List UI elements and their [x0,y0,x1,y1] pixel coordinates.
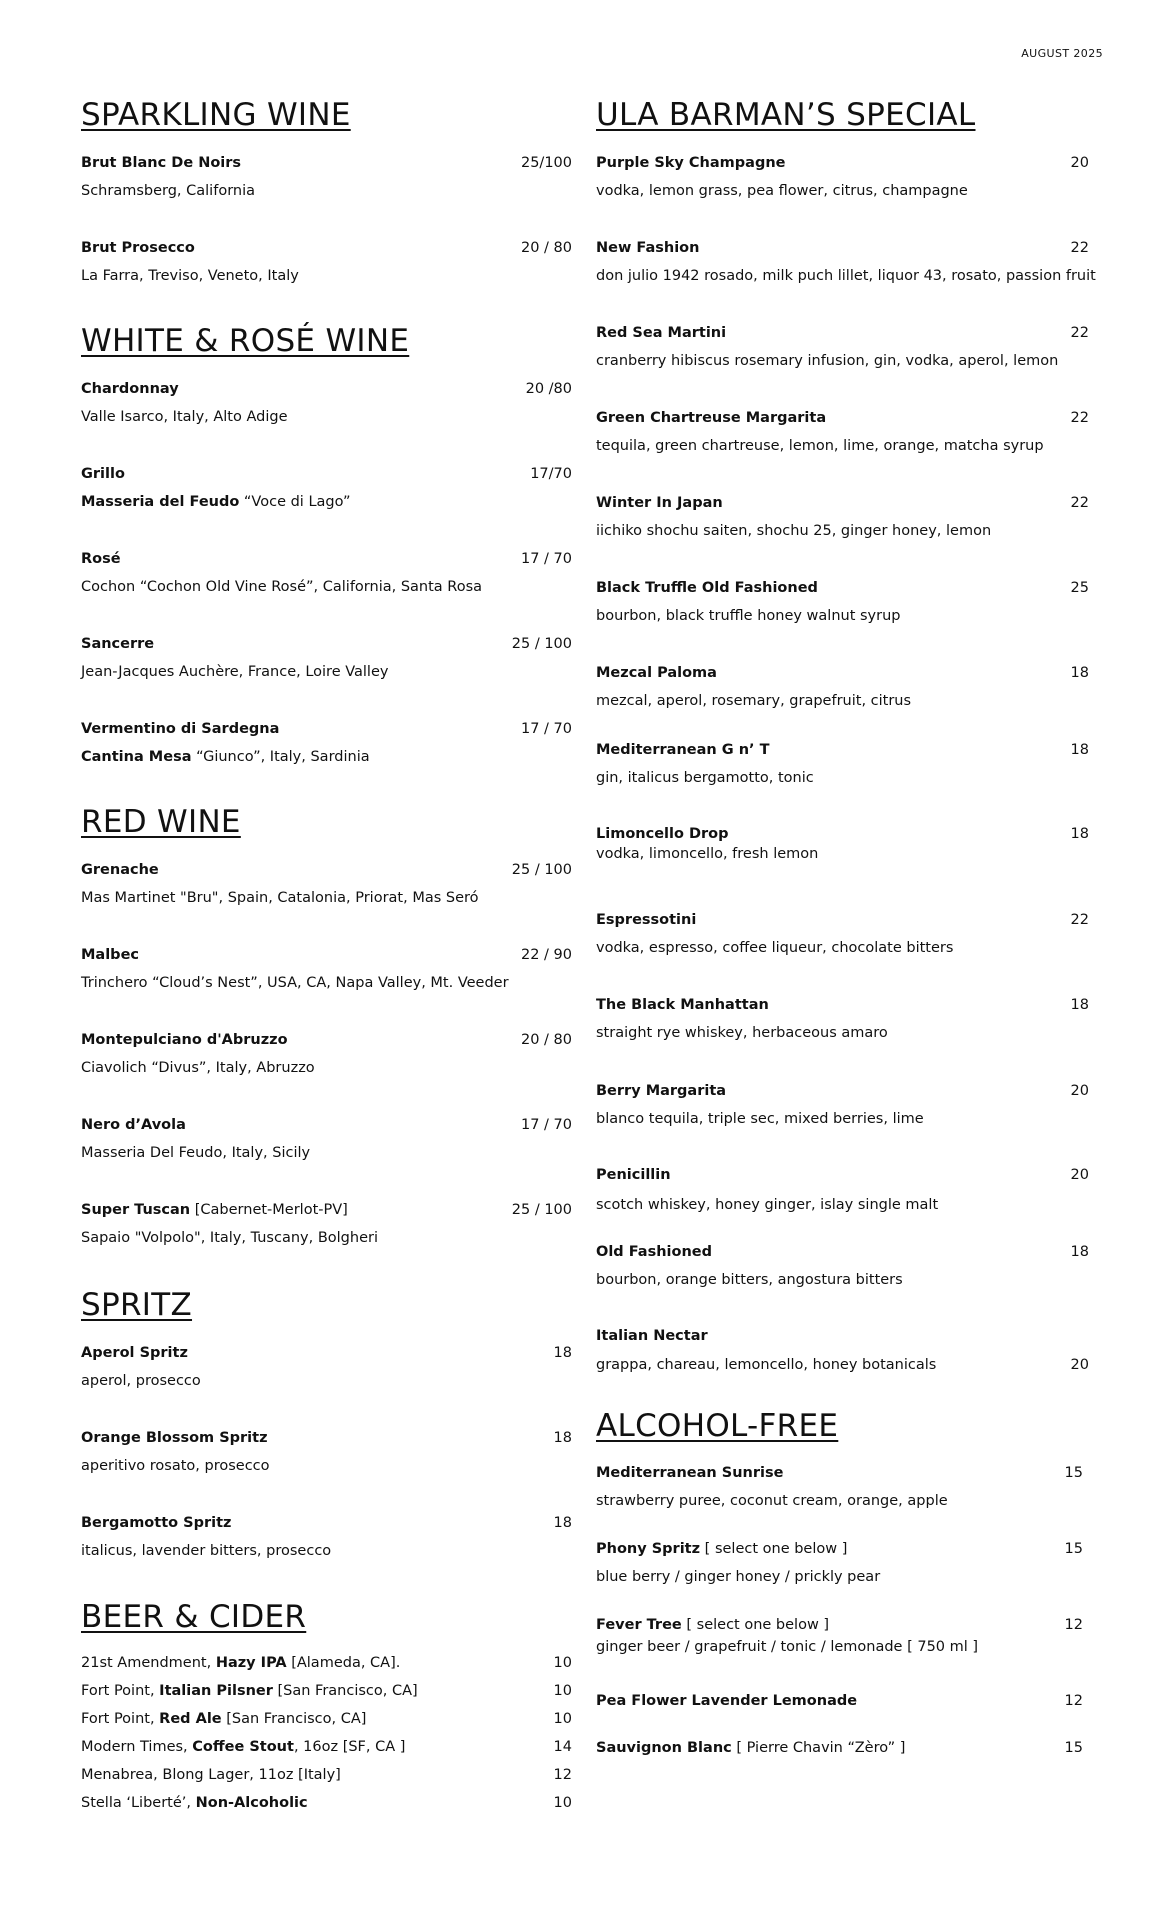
item-desc: vodka, espresso, coffee liqueur, chocolate bitters [596,940,954,956]
item-desc: vodka, lemon grass, pea flower, citrus, champagne [596,183,968,199]
menu-item [596,578,1089,624]
menu-item [81,464,572,510]
menu-item [81,153,572,199]
item-price: 18 [1070,997,1089,1013]
beer-price: 10 [553,1655,572,1671]
item-name-suffix: [ Pierre Chavin “Zèro” ] [731,1740,906,1756]
menu-item [81,1200,572,1246]
item-name: Espressotini [596,912,697,928]
item-desc-bold: Masseria del Feudo [81,494,240,510]
item-price: 15 [1064,1740,1083,1756]
item-name: Green Chartreuse Margarita [596,410,827,426]
item-desc: Mas Martinet "Bru", Spain, Catalonia, Priorat, Mas Seró [81,890,479,906]
item-price: 18 [1070,826,1089,842]
item-name: Winter In Japan [596,495,723,511]
item-desc [81,492,572,512]
item-desc-rest: “Giunco”, Italy, Sardinia [191,749,370,765]
item-desc: Cochon “Cochon Old Vine Rosé”, California, Santa Rosa [81,579,483,595]
menu-item [81,860,572,906]
item-desc: ginger beer / grapefruit / tonic / lemonade [ 750 ml ] [596,1639,979,1655]
beer-brewery: Modern Times, [81,1739,193,1755]
item-desc: aperitivo rosato, prosecco [81,1458,270,1474]
item-price: 20 [1070,1083,1089,1099]
item-name: Montepulciano d'Abruzzo [81,1032,288,1048]
item-desc: gin, italicus bergamotto, tonic [596,770,814,786]
item-desc: aperol, prosecco [81,1373,201,1389]
item-price: 17 / 70 [520,1117,572,1133]
menu-item [596,1242,1089,1288]
section-title: BEER & CIDER [81,1599,307,1635]
menu-item [596,1691,1089,1711]
item-price: 25 / 100 [511,1202,572,1218]
beer-price: 10 [553,1795,572,1811]
menu-item [81,945,572,991]
item-name: Mediterranean Sunrise [596,1465,784,1481]
item-price: 15 [1064,1465,1083,1481]
menu-item [596,1165,1089,1213]
item-name: Grillo [81,466,125,482]
item-name: Grenache [81,862,159,878]
item-name-suffix: [Cabernet-Merlot-PV] [190,1202,348,1218]
item-price: 22 [1070,240,1089,256]
section-title: SPRITZ [81,1287,193,1323]
item-price: 22 [1070,912,1089,928]
item-price: 22 [1070,410,1089,426]
item-price: 25 / 100 [511,862,572,878]
menu-item [81,634,572,680]
item-name: Purple Sky Champagne [596,155,786,171]
beer-row [81,1653,572,1673]
menu-item [596,493,1089,539]
item-desc: bourbon, black truffle honey walnut syrup [596,608,901,624]
item-price: 18 [1070,665,1089,681]
item-name: Nero d’Avola [81,1117,186,1133]
item-price: 18 [1070,742,1089,758]
item-price: 20 / 80 [520,1032,572,1048]
item-desc: Ciavolich “Divus”, Italy, Abruzzo [81,1060,315,1076]
beer-brewery: 21st Amendment, [81,1655,216,1671]
menu-item [596,1615,1089,1655]
item-price: 18 [553,1345,572,1361]
item-name: Berry Margarita [596,1083,727,1099]
section-title: ULA BARMAN’S SPECIAL [596,97,976,133]
item-name: Pea Flower Lavender Lemonade [596,1693,858,1709]
menu-date: AUGUST 2025 [1021,47,1103,60]
item-name: Mezcal Paloma [596,665,717,681]
item-price: 20 /80 [525,381,572,397]
beer-style: Red Ale [159,1711,222,1727]
item-price: 25 / 100 [511,636,572,652]
item-name-suffix: [ select one below ] [700,1541,848,1557]
item-price: 12 [1064,1617,1083,1633]
menu-item [81,238,572,284]
menu-item [596,408,1089,454]
item-price: 18 [553,1430,572,1446]
item-name: Brut Prosecco [81,240,195,256]
item-name: Black Truffle Old Fashioned [596,580,818,596]
beer-row [81,1709,572,1729]
item-price: 20 [1070,1167,1089,1183]
item-desc: iichiko shochu saiten, shochu 25, ginger honey, lemon [596,523,992,539]
item-name: Penicillin [596,1167,671,1183]
item-price: 18 [1070,1244,1089,1260]
item-desc: Valle Isarco, Italy, Alto Adige [81,409,288,425]
beer-brewery: Fort Point, [81,1711,160,1727]
beer-row [81,1793,572,1813]
section-title: WHITE & ROSÉ WINE [81,323,410,359]
item-desc: Masseria Del Feudo, Italy, Sicily [81,1145,311,1161]
beer-origin: [San Francisco, CA] [272,1683,418,1699]
item-desc: blue berry / ginger honey / prickly pear [596,1569,881,1585]
item-desc: vodka, limoncello, fresh lemon [596,846,819,862]
item-price: 18 [553,1515,572,1531]
item-price: 12 [1064,1693,1083,1709]
item-price: 17 / 70 [520,551,572,567]
menu-item [596,663,1089,709]
item-price: 25 [1070,580,1089,596]
beer-origin: , 16oz [SF, CA ] [293,1739,406,1755]
beer-style: Italian Pilsner [159,1683,273,1699]
item-price: 22 / 90 [520,947,572,963]
item-desc: La Farra, Treviso, Veneto, Italy [81,268,299,284]
item-desc: Jean-Jacques Auchère, France, Loire Valley [81,664,389,680]
menu-item [81,379,572,425]
item-desc: Trinchero “Cloud’s Nest”, USA, CA, Napa Valley, Mt. Veeder [81,975,509,991]
beer-origin: [Alameda, CA]. [286,1655,401,1671]
menu-item [596,1463,1089,1509]
item-name: Old Fashioned [596,1244,712,1260]
item-desc: scotch whiskey, honey ginger, islay single malt [596,1197,939,1213]
item-desc: mezcal, aperol, rosemary, grapefruit, citrus [596,693,912,709]
beer-price: 10 [553,1711,572,1727]
item-name: The Black Manhattan [596,997,769,1013]
beer-row [81,1765,572,1785]
item-desc [81,747,572,767]
item-desc: cranberry hibiscus rosemary infusion, gin, vodka, aperol, lemon [596,353,1059,369]
menu-item [596,238,1096,284]
menu-item [81,1428,572,1474]
item-desc: strawberry puree, coconut cream, orange, apple [596,1493,948,1509]
beer-price: 12 [553,1767,572,1783]
item-price: 17 / 70 [520,721,572,737]
item-name: Malbec [81,947,139,963]
menu-item [596,1326,1089,1373]
beer-origin: [San Francisco, CA] [221,1711,367,1727]
item-name: New Fashion [596,240,700,256]
menu-item [596,323,1089,369]
menu-item [596,1539,1089,1585]
item-desc: blanco tequila, triple sec, mixed berries, lime [596,1111,924,1127]
menu-item [81,1030,572,1076]
item-name: Limoncello Drop [596,826,729,842]
section-title: ALCOHOL-FREE [596,1408,839,1444]
section-title: SPARKLING WINE [81,97,351,133]
item-name: Italian Nectar [596,1328,708,1344]
item-name: Orange Blossom Spritz [81,1430,268,1446]
item-desc-rest: “Voce di Lago” [239,494,351,510]
item-name: Sauvignon Blanc [596,1740,732,1756]
item-name: Mediterranean G n’ T [596,742,770,758]
menu-item [81,1513,572,1559]
item-desc: straight rye whiskey, herbaceous amaro [596,1025,888,1041]
item-name: Super Tuscan [81,1202,191,1218]
menu-item [596,740,1089,786]
beer-row [81,1737,572,1757]
beer-brewery: Fort Point, [81,1683,160,1699]
item-price: 22 [1070,495,1089,511]
item-name: Red Sea Martini [596,325,727,341]
item-name: Aperol Spritz [81,1345,188,1361]
item-desc-bold: Cantina Mesa [81,749,192,765]
beer-style: Non-Alcoholic [195,1795,308,1811]
item-name-suffix: [ select one below ] [681,1617,830,1633]
menu-item [596,1081,1089,1127]
menu-item [596,824,1089,862]
section-title: RED WINE [81,804,241,840]
beer-price: 14 [553,1739,572,1755]
menu-item [81,1115,572,1161]
item-name: Rosé [81,551,121,567]
item-price: 17/70 [530,466,572,482]
beer-brewery: Stella ‘Liberté’, [81,1795,196,1811]
item-desc: grappa, chareau, lemoncello, honey botanicals [596,1357,937,1373]
menu-item [596,910,1089,956]
item-name: Vermentino di Sardegna [81,721,280,737]
item-desc: italicus, lavender bitters, prosecco [81,1543,332,1559]
item-name: Chardonnay [81,381,179,397]
item-name: Bergamotto Spritz [81,1515,232,1531]
item-desc: don julio 1942 rosado, milk puch lillet, liquor 43, rosato, passion fruit [596,268,1096,284]
menu-item [596,995,1089,1041]
item-price: 20 [1070,1357,1089,1373]
item-desc: bourbon, orange bitters, angostura bitters [596,1272,903,1288]
beer-price: 10 [553,1683,572,1699]
beer-style: Coffee Stout [192,1739,294,1755]
item-name: Brut Blanc De Noirs [81,155,242,171]
beer-style: Hazy IPA [215,1655,287,1671]
item-price: 20 [1070,155,1089,171]
menu-item [81,719,572,765]
menu-item [596,153,1089,199]
beer-row [81,1681,572,1701]
menu-item [81,1343,572,1389]
menu-item [596,1738,1089,1758]
item-name: Sancerre [81,636,155,652]
item-desc: Sapaio "Volpolo", Italy, Tuscany, Bolgheri [81,1230,378,1246]
item-desc: tequila, green chartreuse, lemon, lime, orange, matcha syrup [596,438,1044,454]
item-desc: Schramsberg, California [81,183,255,199]
item-price: 15 [1064,1541,1083,1557]
item-name: Phony Spritz [596,1541,701,1557]
menu-item [81,549,572,595]
item-price: 20 / 80 [520,240,572,256]
beer-brewery: Menabrea, Blong Lager, 11oz [Italy] [81,1767,341,1783]
item-price: 25/100 [520,155,572,171]
item-name: Fever Tree [596,1617,682,1633]
item-price: 22 [1070,325,1089,341]
